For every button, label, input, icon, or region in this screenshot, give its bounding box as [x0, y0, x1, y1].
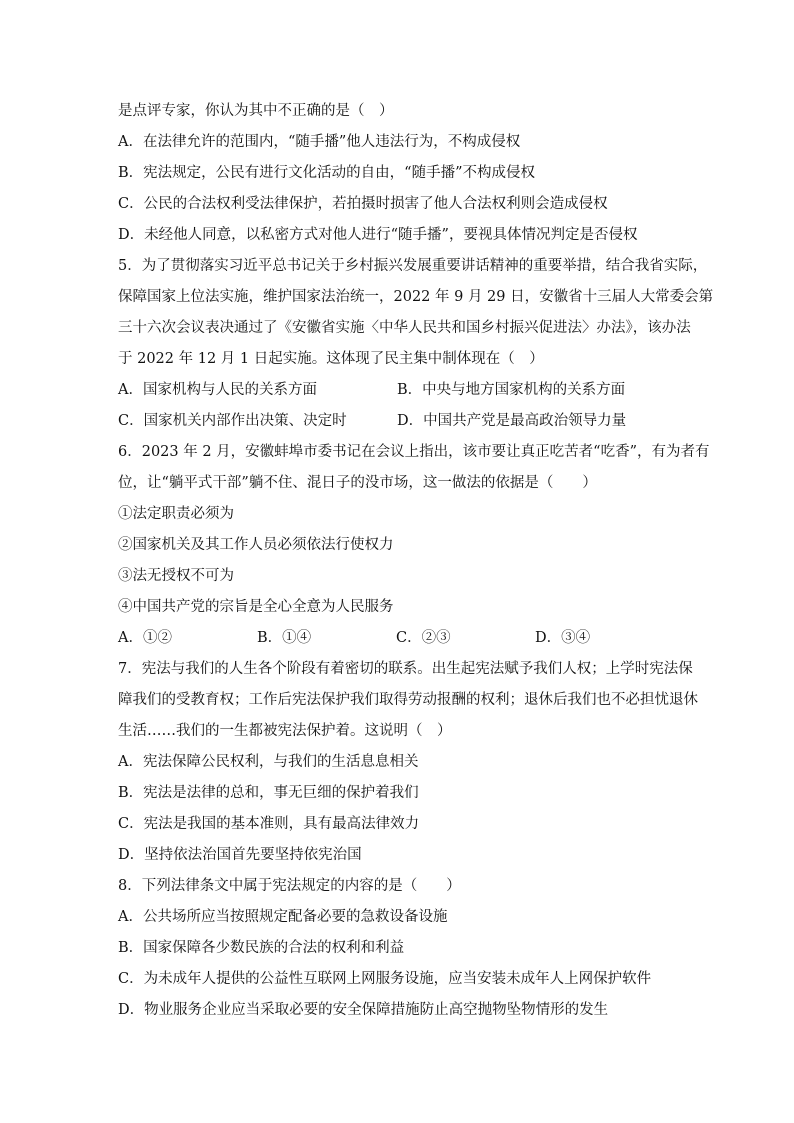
- q8-option-a: A．公共场所应当按照规定配备必要的急救设备设施: [118, 909, 448, 925]
- q7-option-d: D．坚持依法治国首先要坚持依宪治国: [118, 847, 362, 863]
- q6-stem-line-1: 6．2023 年 2 月，安徽蚌埠市委书记在会议上指出，该市要让真正吃苦者“吃香”，有为者有: [118, 444, 710, 460]
- q6-item-2: ②国家机关及其工作人员必须依法行使权力: [118, 537, 394, 553]
- q5-options-row-2: [118, 406, 688, 437]
- q6-option-c: C．②③: [396, 630, 451, 646]
- q5-stem-line-2: 保障国家上位法实施，维护国家法治统一，2022 年 9 月 29 日，安徽省十三届人大常委会第: [118, 289, 714, 305]
- q5-option-d: D．中国共产党是最高政治领导力量: [397, 413, 627, 429]
- q6-stem-line-2: 位，让“躺平式干部”躺不住、混日子的没市场，这一做法的依据是（ ）: [118, 475, 597, 491]
- q8-stem: 8．下列法律条文中属于宪法规定的内容的是（ ）: [118, 878, 461, 894]
- q6-options-row: [118, 623, 688, 654]
- q4-stem-tail: 是点评专家，你认为其中不正确的是（ ）: [118, 103, 394, 119]
- q5-stem-line-4: 于 2022 年 12 月 1 日起实施。这体现了民主集中制体现在（ ）: [118, 351, 544, 367]
- q5-option-a: A．国家机构与人民的关系方面: [118, 382, 317, 398]
- q5-options-row-1: [118, 375, 688, 406]
- q4-option-c: C．公民的合法权利受法律保护，若拍摄时损害了他人合法权利则会造成侵权: [118, 196, 608, 212]
- q7-option-a: A．宪法保障公民权利，与我们的生活息息相关: [118, 754, 419, 770]
- q7-option-b: B．宪法是法律的总和，事无巨细的保护着我们: [118, 785, 419, 801]
- q4-option-b: B．宪法规定，公民有进行文化活动的自由，“随手播”不构成侵权: [118, 165, 535, 181]
- q5-option-b: B．中央与地方国家机构的关系方面: [397, 382, 626, 398]
- q5-stem-line-1: 5．为了贯彻落实习近平总书记关于乡村振兴发展重要讲话精神的重要举措，结合我省实际，: [118, 258, 708, 274]
- q6-option-b: B．①④: [257, 630, 312, 646]
- q8-option-b: B．国家保障各少数民族的合法的权利和利益: [118, 940, 405, 956]
- q7-stem-line-1: 7．宪法与我们的人生各个阶段有着密切的联系。出生起宪法赋予我们人权；上学时宪法保: [118, 661, 693, 677]
- q6-option-a: A．①②: [118, 630, 172, 646]
- q7-stem-line-3: 生活……我们的一生都被宪法保护着。这说明（ ）: [118, 723, 452, 739]
- q7-stem-line-2: 障我们的受教育权；工作后宪法保护我们取得劳动报酬的权利；退休后我们也不必担忧退休: [118, 692, 698, 708]
- q4-option-d: D．未经他人同意，以私密方式对他人进行“随手播”，要视具体情况判定是否侵权: [118, 227, 638, 243]
- q6-option-d: D．③④: [535, 630, 591, 646]
- q6-item-3: ③法无授权不可为: [118, 568, 234, 584]
- q8-option-c: C．为未成年人提供的公益性互联网上网服务设施，应当安装未成年人上网保护软件: [118, 971, 652, 987]
- q5-option-c: C．国家机关内部作出决策、决定时: [118, 413, 347, 429]
- q4-option-a: A．在法律允许的范围内，“随手播”他人违法行为，不构成侵权: [118, 134, 521, 150]
- q8-option-d: D．物业服务企业应当采取必要的安全保障措施防止高空抛物坠物情形的发生: [118, 1002, 609, 1018]
- q6-item-1: ①法定职责必须为: [118, 506, 234, 522]
- q7-option-c: C．宪法是我国的基本准则，具有最高法律效力: [118, 816, 420, 832]
- exam-page: [118, 96, 714, 1026]
- q5-stem-line-3: 三十六次会议表决通过了《安徽省实施〈中华人民共和国乡村振兴促进法〉办法》，该办法: [118, 320, 691, 336]
- q6-item-4: ④中国共产党的宗旨是全心全意为人民服务: [118, 599, 394, 615]
